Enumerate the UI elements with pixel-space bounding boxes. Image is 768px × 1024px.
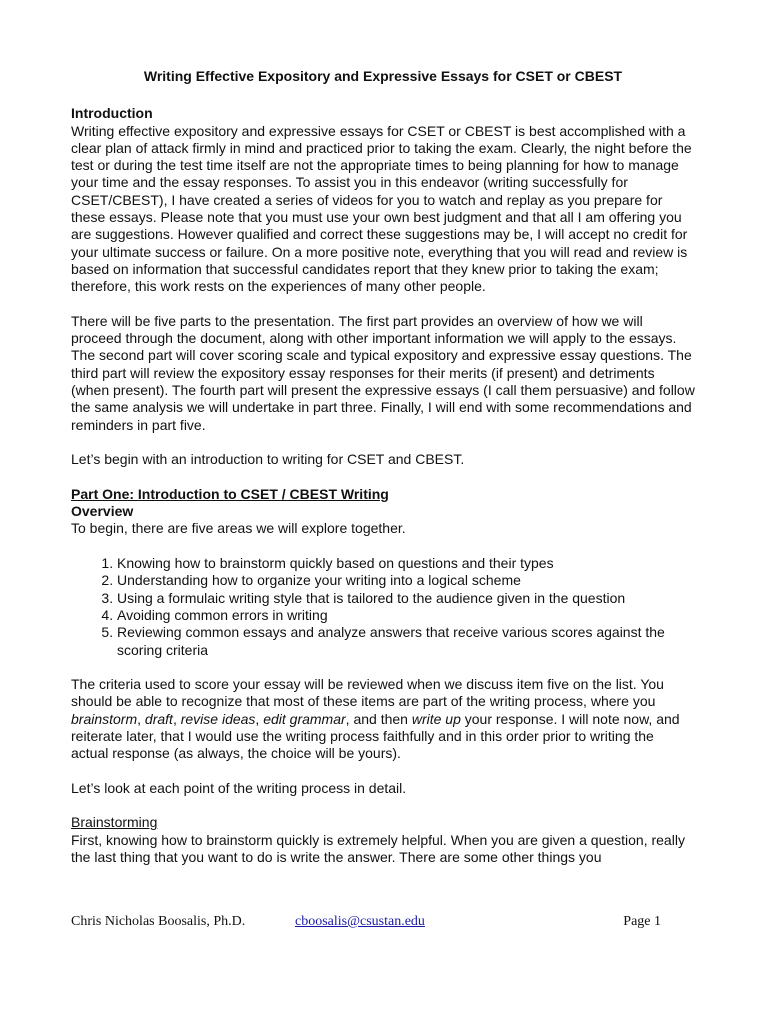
introduction-heading: Introduction <box>71 105 153 122</box>
list-item: 5. Reviewing common essays and analyze answers that receive various scores against the scoring criteria <box>117 624 695 659</box>
list-item: 3. Using a formulaic writing style that is tailored to the audience given in the question <box>117 590 695 607</box>
footer-author: Chris Nicholas Boosalis, Ph.D. <box>71 914 246 929</box>
brainstorming-heading: Brainstorming <box>71 814 158 831</box>
intro-paragraph-1: Writing effective expository and expressive essays for CSET or CBEST is best accomplished with a clear plan of attack firmly in mind and practiced prior to taking the exam. Clearly, the night before the test or during the test time itself are not the appropriate times to being planning for how to manage your time and the essay responses. To assist you in this endeavor (writing successfully for CSET/CBEST), I have created a series of videos for you to watch and replay as you prepare for these essays. Please note that you must use your own best judgment and that all I am offering you are suggestions. However qualified and correct these suggestions may be, I will accept no credit for your ultimate success or failure. On a more positive note, everything that you will read and review is based on information that successful candidates report that they knew prior to taking the exam; therefore, this work rests on the experiences of many other people. <box>71 122 692 295</box>
list-item: 2. Understanding how to organize your writing into a logical scheme <box>117 572 695 589</box>
list-item: 1. Knowing how to brainstorm quickly based on questions and their types <box>117 555 695 572</box>
criteria-paragraph <box>71 676 695 762</box>
separator: , <box>172 710 181 727</box>
document-page <box>71 68 695 866</box>
part-one-heading: Part One: Introduction to CSET / CBEST Writing <box>71 485 389 502</box>
overview-list <box>71 555 695 659</box>
separator: , and then <box>345 710 412 727</box>
footer-page-number: Page 1 <box>623 914 661 929</box>
overview-intro: To begin, there are five areas we will explore together. <box>71 520 406 537</box>
term-brainstorm: brainstorm <box>71 710 138 727</box>
term-write-up: write up <box>411 710 461 727</box>
list-item: 4. Avoiding common errors in writing <box>117 607 695 624</box>
intro-paragraph-3: Let’s begin with an introduction to writing for CSET and CBEST. <box>71 451 465 468</box>
overview-heading: Overview <box>71 503 134 520</box>
separator: , <box>137 710 145 727</box>
term-edit-grammar: edit grammar <box>263 710 346 727</box>
footer-email-link[interactable]: cboosalis@csustan.edu <box>295 914 425 929</box>
term-revise-ideas: revise ideas <box>180 710 256 727</box>
criteria-text-1: The criteria used to score your essay will be reviewed when we discuss item five on the list. You should be able to recognize that most of these items are part of the writing process, where you <box>71 676 664 710</box>
term-draft: draft <box>144 710 173 727</box>
process-paragraph: Let’s look at each point of the writing process in detail. <box>71 779 407 796</box>
intro-paragraph-2: There will be five parts to the presentation. The first part provides an overview of how we will proceed through the document, along with other important information we will apply to the essays. The second part will cover scoring scale and typical expository and expressive essay questions. The third part will review the expository essay responses for their merits (if present) and detriments (when present). The fourth part will present the expressive essays (I call them persuasive) and follow the same analysis we will undertake in part three. Finally, I will end with some recommendations and reminders in part five. <box>71 312 695 433</box>
separator: , <box>255 710 264 727</box>
brainstorming-paragraph: First, knowing how to brainstorm quickly is extremely helpful. When you are given a question, really the last thing that you want to do is write the answer. There are some other things you <box>71 831 685 866</box>
criteria-text-2: your response. I will note now, and reiterate later, that I would use the writing process faithfully and in this order prior to writing the actual response (as always, the choice will be yours). <box>71 710 680 762</box>
document-title: Writing Effective Expository and Expressive Essays for CSET or CBEST <box>143 68 623 84</box>
